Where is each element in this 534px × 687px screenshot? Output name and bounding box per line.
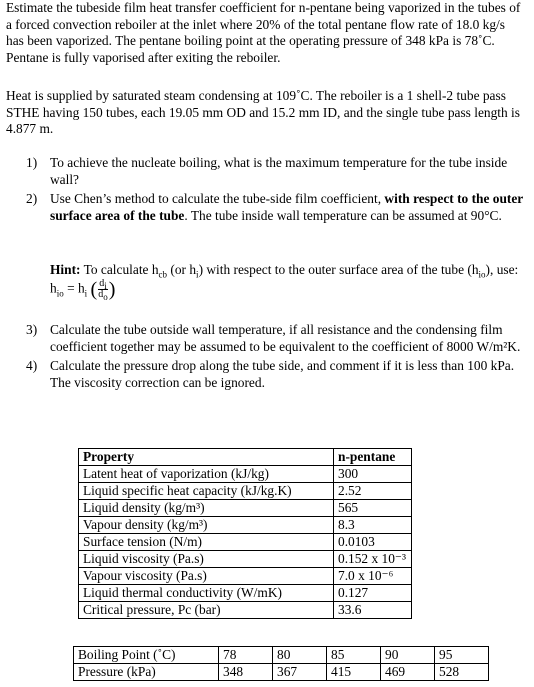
temp-cell: 80 [273,647,327,664]
question-list-b [26,322,526,394]
temp-cell: 90 [381,647,435,664]
question-text [50,191,526,224]
fraction [98,279,108,300]
property-name: Liquid specific heat capacity (kJ/kg.K) [79,483,334,500]
fraction-numerator: $d_i$ [99,277,107,291]
property-value: 7.0 x 10⁻⁶ [334,568,412,585]
property-value: 0.152 x 10⁻³ [334,551,412,568]
table-row [74,664,489,681]
pressure-cell: 528 [435,664,489,681]
fraction-denominator: $d_o$ [98,288,108,302]
intro-paragraph-2: Heat is supplied by saturated steam condensing at 109˚C. The reboiler is a 1 shell-2 tube pass STHE having 150 tubes, each 19.05 mm OD and 15.2 mm ID, and the single tube pass length is 4.877 m. [6,88,520,136]
question-text-part: . The tube inside wall temperature can be assumed at 90°C. [184,207,502,223]
pressure-cell: 348 [219,664,273,681]
question-text-part: Use Chen’s method to calculate the tube-side film coefficient, [50,191,385,206]
property-value: 2.52 [334,483,412,500]
table-header-row [79,449,412,466]
table-row [79,585,412,602]
property-name: Vapour viscosity (Pa.s) [79,568,334,585]
property-value: 300 [334,466,412,483]
hint-text: ), use: h [50,262,519,296]
hint-text: = h [63,280,85,296]
table-row [79,500,412,517]
hint-sub: io [478,269,486,280]
temp-cell: 78 [219,647,273,664]
question-text: Calculate the pressure drop along the tube side, and comment if it is less than 100 kPa. The viscosity correction can be ignored. [50,358,515,390]
hint-sub: cb [158,269,168,280]
hint-text: (or h [167,262,197,277]
temp-cell: 85 [327,647,381,664]
property-name: Liquid thermal conductivity (W/mK) [79,585,334,602]
question-text: Calculate the tube outside wall temperature, if all resistance and the condensing film coefficient together may be assumed to be equivalent to the coefficient of 8000 W/m²K. [50,322,521,354]
property-name: Latent heat of vaporization (kJ/kg) [79,466,334,483]
question-2 [26,191,526,224]
question-bold-text: with respect to the outer surface area of the tube [50,191,524,223]
property-value: 8.3 [334,517,412,534]
property-value: 33.6 [334,602,412,619]
pressure-cell: 415 [327,664,381,681]
question-number: 1) [26,155,38,170]
question-1 [26,155,526,188]
intro-paragraph-1: Estimate the tubeside film heat transfer coefficient for n-pentane being vaporized in the tubes of a forced convection reboiler at the inlet where 20% of the total pentane flow rate of 18.0 kg/s has been vaporized. The pentane boiling point at the operating pressure of 348 kPa is 78˚C. Pentane is fully vaporised after exiting the reboiler. [6,0,521,65]
table-row [79,517,412,534]
table-row [79,568,412,585]
property-name: Liquid viscosity (Pa.s) [79,551,334,568]
boiling-point-table [73,646,489,681]
property-value: 0.0103 [334,534,412,551]
question-text: To achieve the nucleate boiling, what is the maximum temperature for the tube inside wall? [50,155,508,187]
hint-sub: i [196,269,199,280]
question-3 [26,322,526,355]
question-4 [26,358,526,391]
property-name: Vapour density (kg/m³) [79,517,334,534]
hint-sub: i [84,287,88,298]
hint-text: To calculate h [80,262,159,277]
paren-open: ( [90,277,98,300]
question-list-a [26,155,526,227]
hint-text: ) with respect to the outer surface area of the tube (h [198,262,479,277]
question-number: 3) [26,322,38,337]
header-cell: Property [79,449,334,466]
hint-sub: io [56,287,64,298]
table-row [79,483,412,500]
property-name: Surface tension (N/m) [79,534,334,551]
paren-close: ) [108,277,116,300]
property-value: 0.127 [334,585,412,602]
properties-table [78,448,412,619]
property-value: 565 [334,500,412,517]
table-row [79,534,412,551]
question-number: 4) [26,358,38,373]
property-name: Critical pressure, Pc (bar) [79,602,334,619]
table-row [74,647,489,664]
table-row [79,602,412,619]
row-label: Boiling Point (˚C) [74,647,219,664]
header-cell: n-pentane [334,449,412,466]
table-row [79,466,412,483]
property-name: Liquid density (kg/m³) [79,500,334,517]
hint-label: Hint: [50,262,81,277]
pressure-cell: 469 [381,664,435,681]
temp-cell: 95 [435,647,489,664]
table-row [79,551,412,568]
row-label: Pressure (kPa) [74,664,219,681]
hint-block [50,262,526,300]
question-number: 2) [26,191,38,206]
pressure-cell: 367 [273,664,327,681]
